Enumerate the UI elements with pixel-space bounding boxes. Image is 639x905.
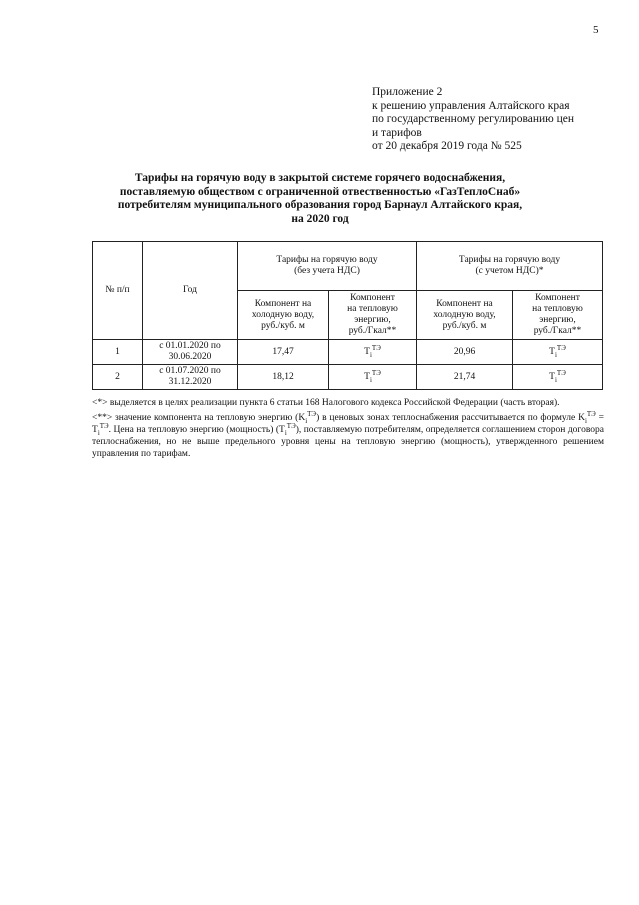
cell-heat-no-vat: $T_i^{ТЭ}$ xyxy=(329,340,417,365)
document-title xyxy=(90,172,550,226)
title-line: потребителям муниципального образования город Барнаул Алтайского края, xyxy=(117,199,523,211)
cell-num: 1 xyxy=(93,340,143,365)
table-row xyxy=(93,340,603,365)
footnote-heat-component: <**> значение компонента на тепловую энергию $(K_i^{ТЭ})$ в ценовых зонах теплоснабжения рассчитывается по формуле $K_i^{ТЭ} = T_i^{ТЭ}$. Цена на тепловую энергию (мощность) $(T_i^{ТЭ})$, поставляемую потребителям, определяется соглашением сторон договора теплоснабжения, но не выше предельного уровня цены на тепловую энергию (мощность), утвержденного решением управления по тарифам. xyxy=(92,409,604,459)
subheader-heat-energy: Компонент на тепловую энергию, руб./Гкал** xyxy=(513,291,603,340)
appendix-header xyxy=(372,86,617,154)
cell-period: с 01.01.2020 по 30.06.2020 xyxy=(143,340,238,365)
header-group-no-vat: Тарифы на горячую воду (без учета НДС) xyxy=(238,242,417,291)
appendix-line: от 20 декабря 2019 года № 525 xyxy=(372,140,522,152)
subheader-heat-energy: Компонент на тепловую энергию, руб./Гкал** xyxy=(329,291,417,340)
cell-cold-vat: 20,96 xyxy=(417,340,513,365)
appendix-line: к решению управления Алтайского края xyxy=(372,99,570,112)
appendix-line: по государственному регулированию цен xyxy=(372,113,575,125)
cell-heat-no-vat: $T_i^{ТЭ}$ xyxy=(329,365,417,390)
title-line: поставляемую обществом с ограниченной отвественностью «ГазТеплоСнаб» xyxy=(119,185,521,198)
cell-cold-vat: 21,74 xyxy=(417,365,513,390)
title-line: на 2020 год xyxy=(291,212,349,225)
title-line: Тарифы на горячую воду в закрытой системе горячего водоснабжения, xyxy=(134,172,506,184)
header-group-vat: Тарифы на горячую воду (с учетом НДС)* xyxy=(417,242,603,291)
cell-cold-no-vat: 18,12 xyxy=(238,365,329,390)
footnote-vat: <*> выделяется в целях реализации пункта 6 статьи 168 Налогового кодекса Российской Федерации (часть вторая). xyxy=(92,398,560,408)
header-num: № п/п xyxy=(93,242,143,340)
tariff-table xyxy=(92,241,603,390)
cell-period: с 01.07.2020 по 31.12.2020 xyxy=(143,365,238,390)
appendix-line: и тарифов xyxy=(372,126,422,139)
table-row xyxy=(93,365,603,390)
subheader-cold-water: Компонент на холодную воду, руб./куб. м xyxy=(238,291,329,340)
cell-num: 2 xyxy=(93,365,143,390)
cell-heat-vat: $T_i^{ТЭ}$ xyxy=(513,340,603,365)
header-year: Год xyxy=(143,242,238,340)
cell-cold-no-vat: 17,47 xyxy=(238,340,329,365)
appendix-line: Приложение 2 xyxy=(372,86,443,98)
footnotes xyxy=(92,397,604,463)
table-header-row xyxy=(93,242,603,291)
page-number: 5 xyxy=(593,24,599,36)
subheader-cold-water: Компонент на холодную воду, руб./куб. м xyxy=(417,291,513,340)
cell-heat-vat: $T_i^{ТЭ}$ xyxy=(513,365,603,390)
